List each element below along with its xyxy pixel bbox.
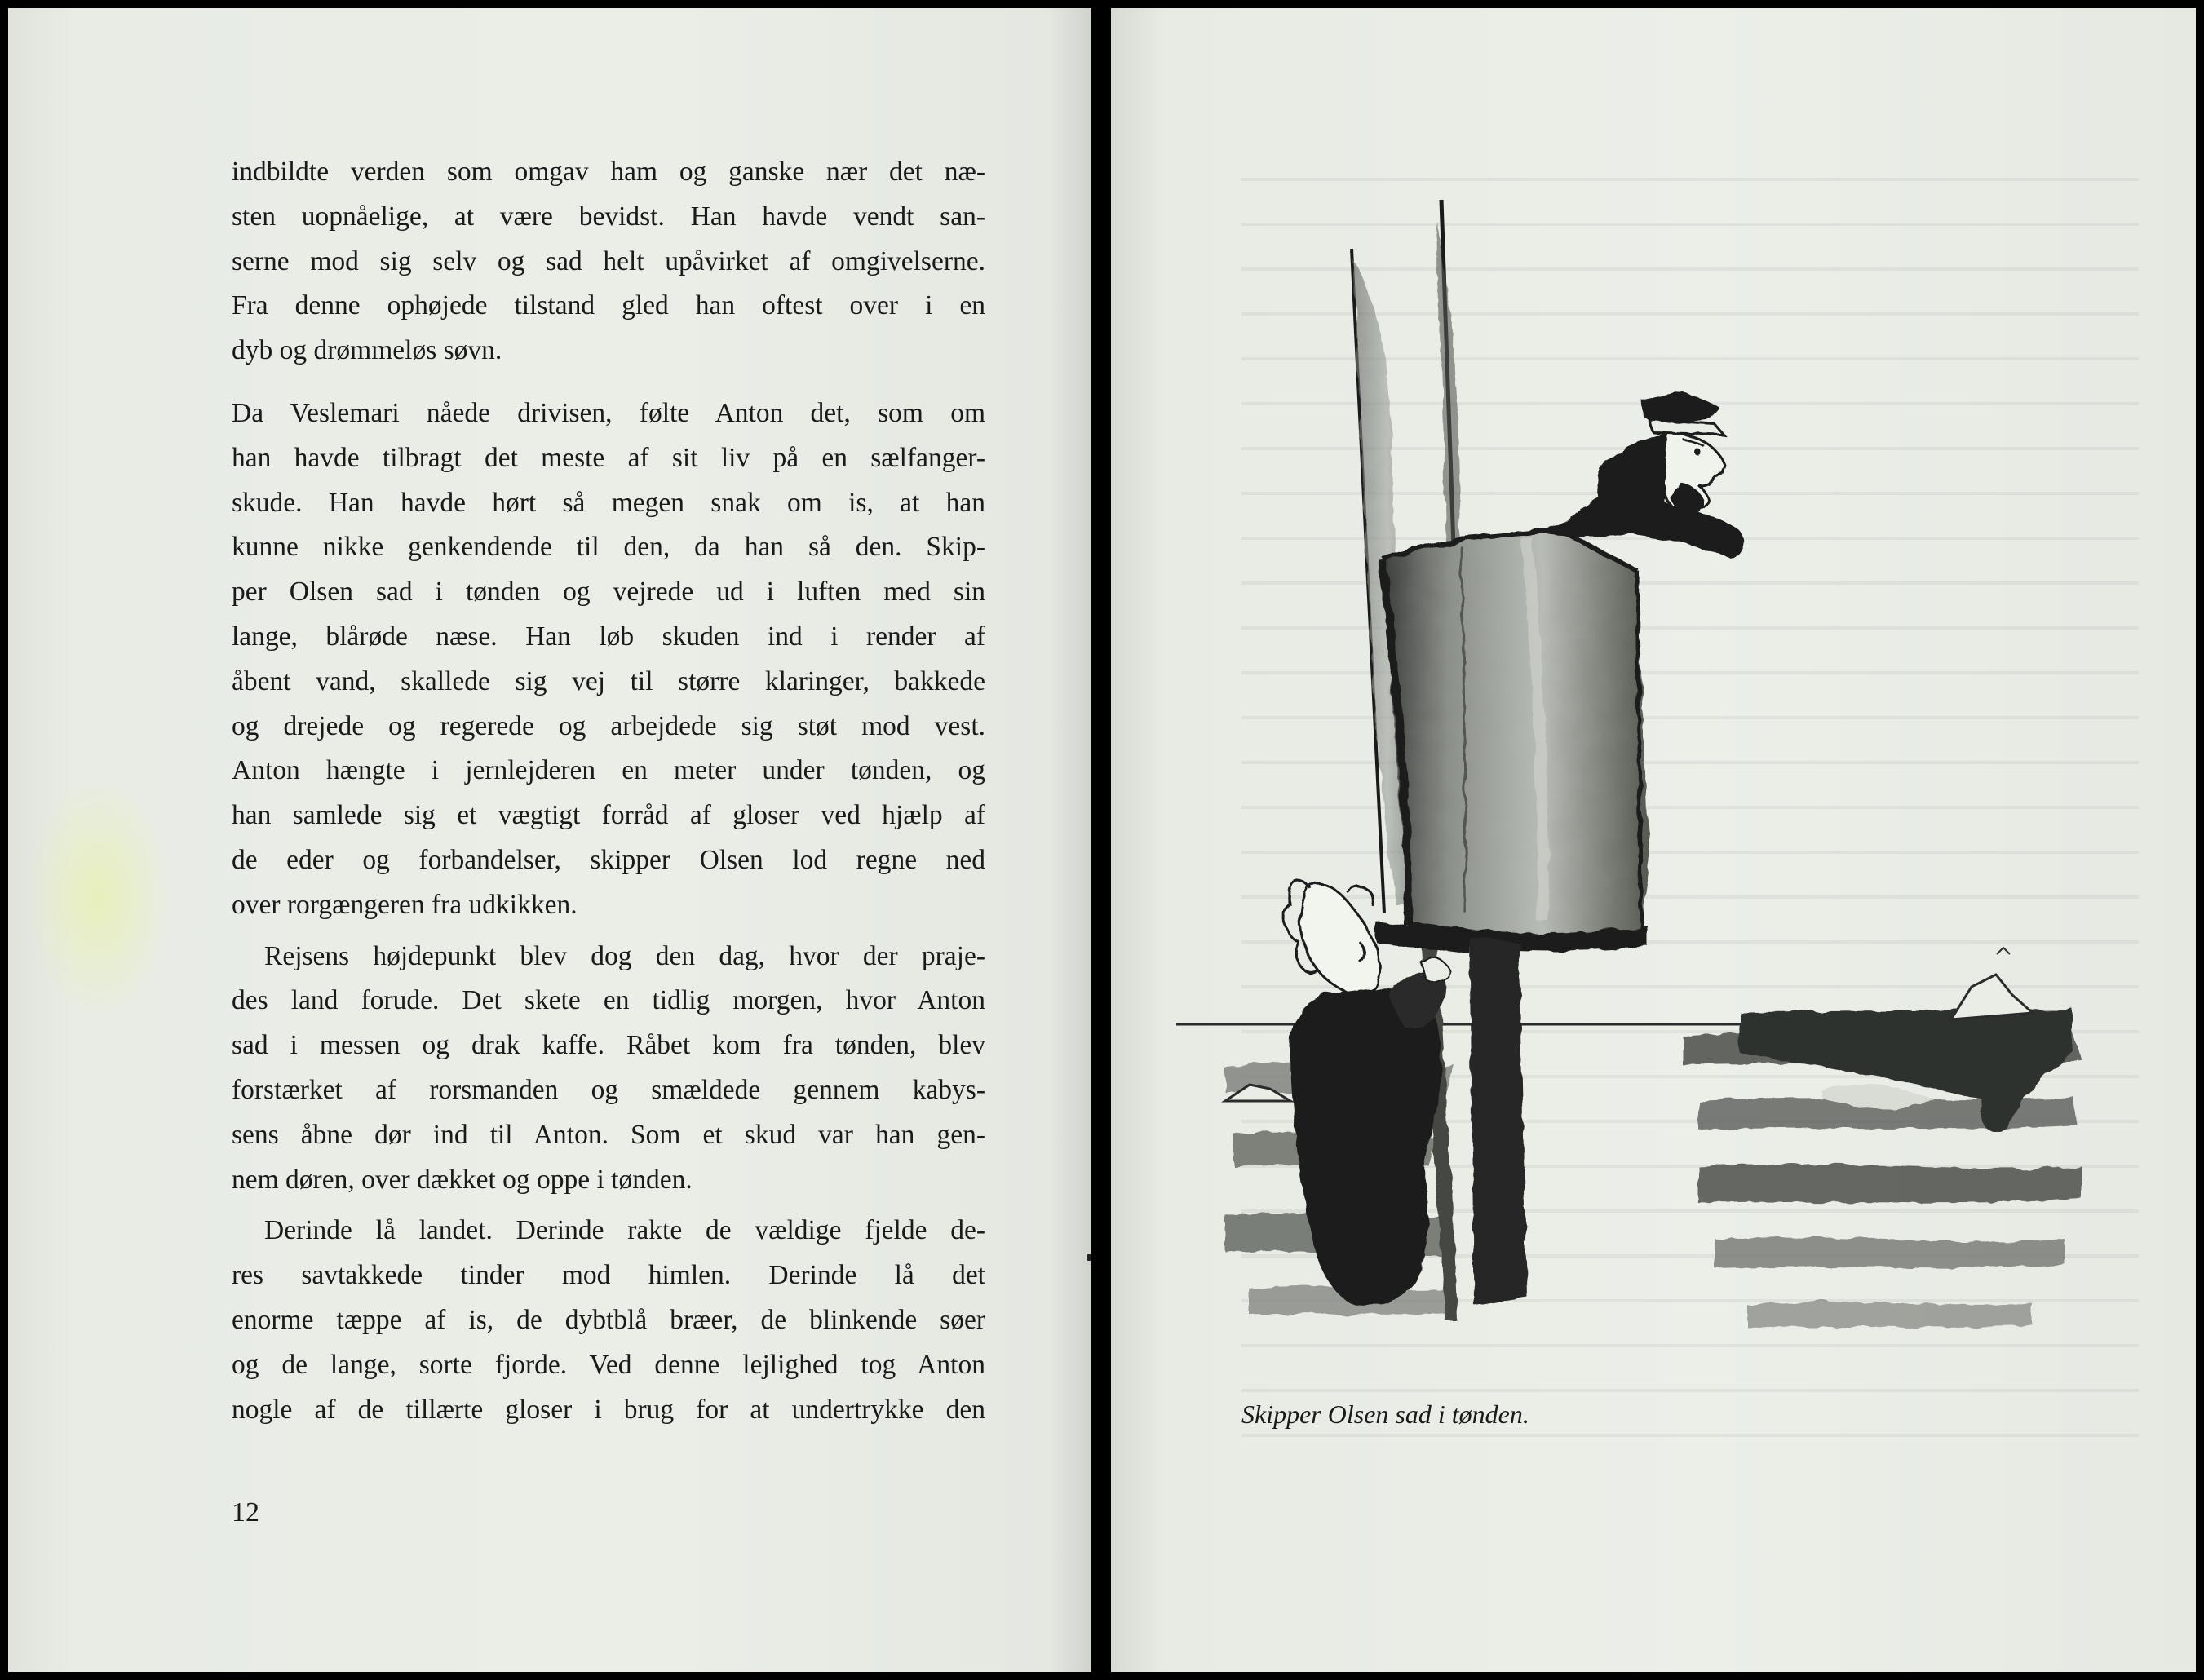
text-line: nogle af de tillærte gloser i brug for at undertrykke den xyxy=(232,1394,985,1425)
paragraph-2 xyxy=(232,391,985,928)
text-line: nem døren, over dækket og oppe i tønden. xyxy=(232,1164,693,1195)
text-line: enorme tæppe af is, de dybtblå bræer, de blinkende søer xyxy=(232,1304,985,1335)
ink-illustration xyxy=(1176,188,2139,1362)
text-line: over rorgængeren fra udkikken. xyxy=(232,889,578,920)
illustration-caption: Skipper Olsen sad i tønden. xyxy=(1241,1399,1529,1429)
text-line: res savtakkede tinder mod himlen. Derinde lå det xyxy=(232,1260,985,1291)
text-line: Derinde lå landet. Derinde rakte de vældige fjelde de- xyxy=(264,1215,985,1246)
text-line: Da Veslemari nåede drivisen, følte Anton det, som om xyxy=(232,397,985,428)
text-line: serne mod sig selv og sad helt upåvirket af omgivelserne. xyxy=(232,245,985,276)
text-line: per Olsen sad i tønden og vejrede ud i luften med sin xyxy=(232,577,985,608)
text-line: Anton hængte i jernlejderen en meter under tønden, og xyxy=(232,755,985,786)
crows-nest-barrel xyxy=(1382,530,1649,950)
paragraph-3 xyxy=(232,935,985,1203)
text-line: Rejsens højdepunkt blev dog den dag, hvor der praje- xyxy=(264,940,985,971)
text-line: han havde tilbragt det meste af sit liv på en sælfanger- xyxy=(232,442,985,473)
text-line: han samlede sig et vægtigt forråd af gloser ved hjælp af xyxy=(232,800,985,831)
text-line: forstærket af rorsmanden og smældede gennem kabys- xyxy=(232,1074,985,1105)
text-line: des land forude. Det skete en tidlig morgen, hvor Anton xyxy=(232,985,985,1016)
text-line: og de lange, sorte fjorde. Ved denne lejlighed tog Anton xyxy=(232,1349,985,1380)
text-line: dyb og drømmeløs søvn. xyxy=(232,335,502,366)
text-line: skude. Han havde hørt så megen snak om is, at han xyxy=(232,487,985,518)
iceberg xyxy=(1951,975,2033,1019)
page-number: 12 xyxy=(232,1497,259,1527)
text-line: kunne nikke genkendende til den, da han så den. Skip- xyxy=(232,532,985,563)
right-page xyxy=(1111,8,2196,1672)
text-line: sens åbne dør ind til Anton. Som et skud var han gen- xyxy=(232,1119,985,1150)
skipper-figure xyxy=(1543,391,1743,559)
body-text xyxy=(232,150,985,1432)
paper-stain xyxy=(24,775,171,1019)
text-line: og drejede og regerede og arbejdede sig støt mod vest. xyxy=(232,710,985,741)
paragraph-1 xyxy=(232,150,985,374)
text-line: lange, blårøde næse. Han løb skuden ind i render af xyxy=(232,621,985,652)
paragraph-4 xyxy=(232,1209,985,1432)
text-line: sten uopnåelige, at være bevidst. Han havde vendt san- xyxy=(232,201,985,232)
text-line: Fra denne ophøjede tilstand gled han oftest over i en xyxy=(232,290,985,321)
text-line: de eder og forbandelser, skipper Olsen lod regne ned xyxy=(232,844,985,875)
left-page xyxy=(8,8,1091,1672)
gutter-mark xyxy=(1087,1254,1091,1261)
text-line: åbent vand, skallede sig vej til større klaringer, bakkede xyxy=(232,665,985,696)
text-line: sad i messen og drak kaffe. Råbet kom fra tønden, blev xyxy=(232,1030,985,1061)
text-line: indbildte verden som omgav ham og ganske nær det næ- xyxy=(232,157,985,187)
